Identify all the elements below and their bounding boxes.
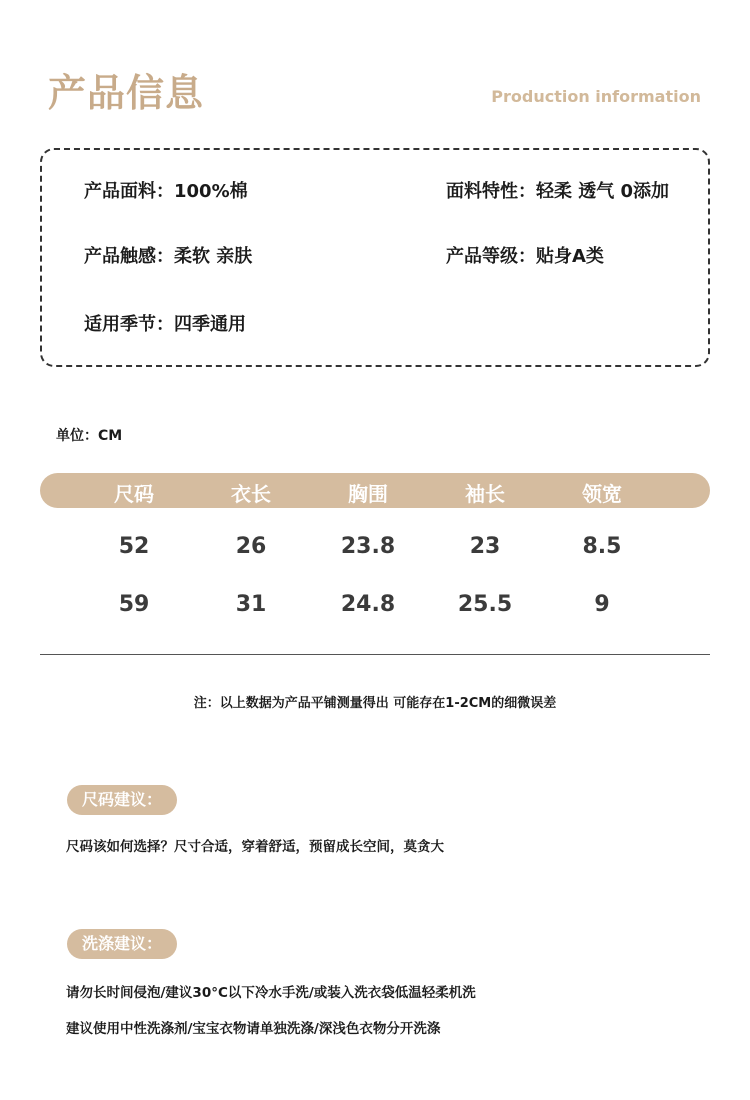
table-cell: 25.5 — [457, 592, 513, 617]
table-cell: 24.8 — [340, 592, 396, 617]
header-collar: 领宽 — [582, 482, 622, 506]
season-info: 适用季节：四季通用 — [84, 314, 246, 335]
wash-advice-label: 洗涤建议： — [67, 929, 177, 959]
page-title: 产品信息 — [48, 71, 205, 115]
size-table-header — [40, 473, 710, 508]
grade-info: 产品等级：贴身A类 — [446, 246, 604, 267]
size-advice-text: 尺码该如何选择？尺寸合适，穿着舒适，预留成长空间，莫贪大 — [66, 839, 444, 855]
header-chest: 胸围 — [348, 482, 388, 506]
table-cell: 59 — [118, 592, 150, 617]
header-size: 尺码 — [114, 482, 154, 506]
table-cell: 31 — [235, 592, 267, 617]
table-cell: 52 — [118, 534, 150, 559]
page-subtitle: Production information — [491, 87, 701, 106]
table-cell: 23.8 — [340, 534, 396, 559]
wash-advice-line2: 建议使用中性洗涤剂/宝宝衣物请单独洗涤/深浅色衣物分开洗涤 — [66, 1021, 441, 1037]
size-unit: 单位：CM — [56, 428, 123, 444]
table-cell: 26 — [235, 534, 267, 559]
measurement-note: 注：以上数据为产品平铺测量得出 可能存在1-2CM的细微误差 — [193, 696, 557, 711]
fabric-info: 产品面料：100%棉 — [84, 181, 248, 202]
table-cell: 9 — [594, 592, 610, 617]
table-cell: 23 — [469, 534, 501, 559]
header-length: 衣长 — [231, 482, 271, 506]
wash-advice-line1: 请勿长时间侵泡/建议30°C以下冷水手洗/或装入洗衣袋低温轻柔机洗 — [66, 985, 476, 1001]
table-cell: 8.5 — [582, 534, 622, 559]
touch-info: 产品触感：柔软 亲肤 — [84, 246, 253, 267]
header-sleeve: 袖长 — [465, 482, 505, 506]
feature-info: 面料特性：轻柔 透气 0添加 — [446, 181, 670, 202]
size-advice-label: 尺码建议： — [67, 785, 177, 815]
table-row — [40, 534, 710, 564]
product-info-box — [40, 148, 710, 367]
divider — [40, 654, 710, 655]
table-row — [40, 592, 710, 622]
